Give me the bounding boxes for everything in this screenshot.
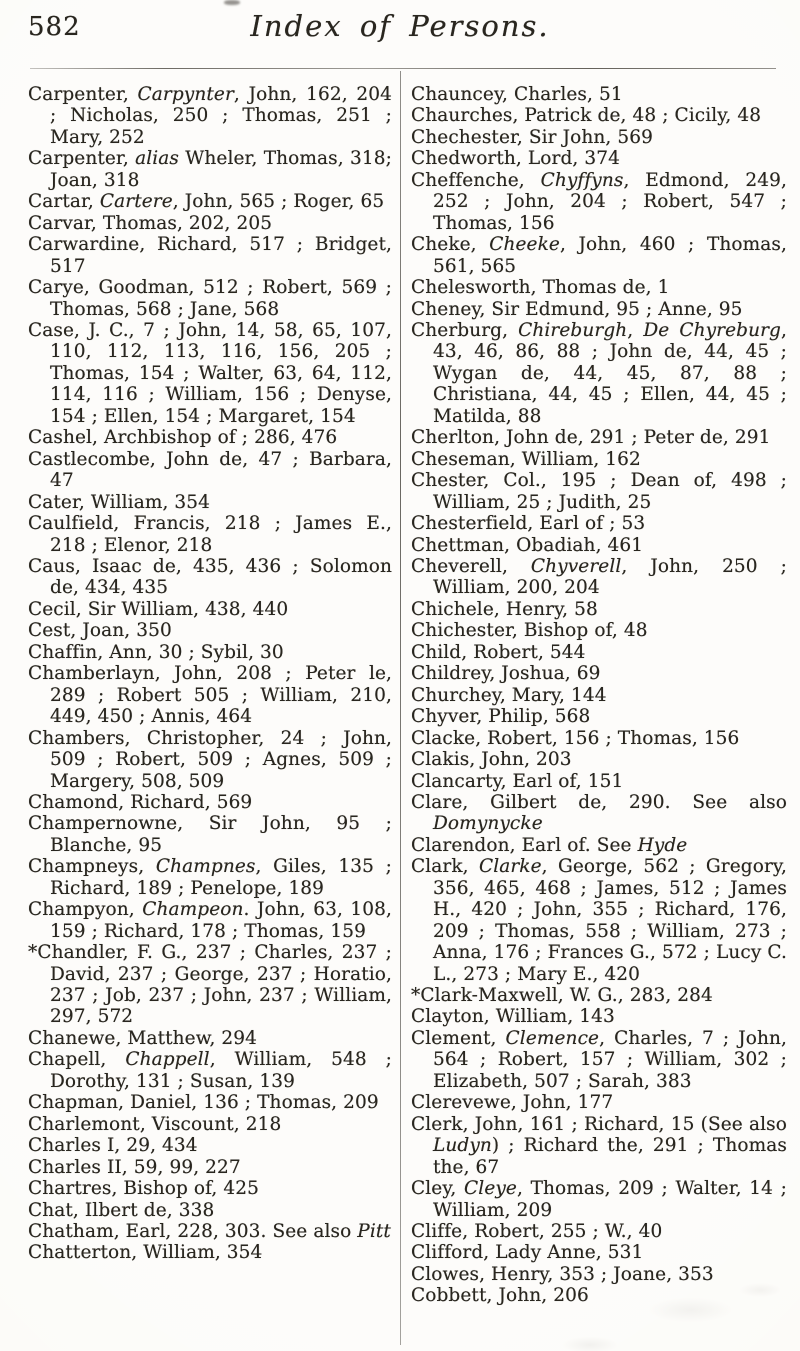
index-entry: Cheffenche, Chyffyns, Edmond, 249, 252 ; John, 204 ; Robert, 547 ; Thomas, 156	[411, 169, 787, 234]
index-entry: Champernowne, Sir John, 95 ; Blanche, 95	[28, 813, 392, 856]
index-entry: Clark, Clarke, George, 562 ; Gregory, 356, 465, 468 ; James, 512 ; James H., 420 ; John, 355 ; Richard, 176, 209 ; Thomas, 558 ; William, 273 ; Anna, 176 ; Frances G., 572 ; Lucy C. L., 273 ; Mary E., 420	[411, 856, 787, 985]
index-entry: Clayton, William, 143	[411, 1006, 615, 1028]
index-entry: Cobbett, John, 206	[411, 1285, 589, 1307]
variant-spelling: Chappell	[125, 1049, 210, 1071]
index-entry: Clakis, John, 203	[411, 749, 572, 771]
variant-spelling: Hyde	[637, 834, 688, 856]
index-entry: Chichele, Henry, 58	[411, 598, 598, 620]
index-entry: Chettman, Obadiah, 461	[411, 534, 644, 556]
index-entry: Cecil, Sir William, 438, 440	[28, 598, 289, 620]
left-column	[28, 84, 392, 1264]
index-entry: Cheney, Sir Edmund, 95 ; Anne, 95	[411, 298, 743, 320]
index-entry: Carwardine, Richard, 517 ; Bridget, 517	[28, 234, 392, 277]
variant-spelling: Domynycke	[433, 813, 543, 835]
index-entry: Chatham, Earl, 228, 303. See also Pitt	[28, 1221, 391, 1243]
index-entry: Chamberlayn, John, 208 ; Peter le, 289 ; Robert 505 ; William, 210, 449, 450 ; Annis, 464	[28, 663, 392, 728]
index-entry: Cashel, Archbishop of ; 286, 476	[28, 427, 338, 449]
page-number: 582	[28, 12, 81, 42]
index-entry: Childrey, Joshua, 69	[411, 663, 601, 685]
variant-spelling: Champnes	[155, 856, 256, 878]
index-entry: Cherburg, Chireburgh, De Chyreburg, 43, 46, 86, 88 ; John de, 44, 45 ; Wygan de, 44, 45, 87, 88 ; Christiana, 44, 45 ; Ellen, 44, 45 ; Matilda, 88	[411, 319, 787, 427]
index-entry: Charles I, 29, 434	[28, 1135, 198, 1157]
variant-spelling: Clarke	[478, 856, 542, 878]
scan-smudge	[224, 0, 240, 5]
index-entry: Caulfield, Francis, 218 ; James E., 218 ; Elenor, 218	[28, 513, 392, 556]
index-entry: Cheke, Cheeke, John, 460 ; Thomas, 561, 565	[411, 234, 787, 277]
index-entry: Chaffin, Ann, 30 ; Sybil, 30	[28, 641, 284, 663]
index-entry: Cley, Cleye, Thomas, 209 ; Walter, 14 ; William, 209	[411, 1178, 787, 1221]
index-entry: Chat, Ilbert de, 338	[28, 1199, 215, 1221]
index-entry: Castlecombe, John de, 47 ; Barbara, 47	[28, 448, 392, 492]
header-rule	[30, 68, 776, 69]
index-entry: Churchey, Mary, 144	[411, 684, 607, 706]
variant-spelling: Cartere	[99, 191, 173, 213]
index-entry: Chaurches, Patrick de, 48 ; Cicily, 48	[411, 105, 762, 127]
index-entry: Chyver, Philip, 568	[411, 706, 591, 728]
index-entry: Cater, William, 354	[28, 491, 211, 513]
index-entry: Cest, Joan, 350	[28, 620, 172, 642]
index-entry: Chauncey, Charles, 51	[411, 84, 623, 105]
index-entry: Charles II, 59, 99, 227	[28, 1156, 241, 1178]
right-column	[411, 84, 787, 1307]
variant-spelling: alias	[135, 148, 179, 170]
index-entry: Carpenter, Carpynter, John, 162, 204 ; Nicholas, 250 ; Thomas, 251 ; Mary, 252	[28, 84, 392, 148]
index-entry: Clerk, John, 161 ; Richard, 15 (See also Ludyn) ; Richard the, 291 ; Thomas the, 67	[411, 1113, 787, 1178]
index-entry: Chester, Col., 195 ; Dean of, 498 ; William, 25 ; Judith, 25	[411, 470, 787, 513]
index-entry: Carpenter, alias Wheler, Thomas, 318; Joan, 318	[28, 148, 392, 191]
index-entry: Caus, Isaac de, 435, 436 ; Solomon de, 434, 435	[28, 555, 392, 599]
index-entry: Chanewe, Matthew, 294	[28, 1027, 258, 1049]
index-entry: Cherlton, John de, 291 ; Peter de, 291	[411, 427, 771, 449]
index-entry: Child, Robert, 544	[411, 641, 586, 663]
index-entry: Chatterton, William, 354	[28, 1242, 263, 1264]
variant-spelling: Chyverell	[530, 555, 622, 577]
variant-spelling: Carpynter	[137, 84, 234, 105]
index-entry: Clowes, Henry, 353 ; Joane, 353	[411, 1263, 714, 1285]
index-entry: Chambers, Christopher, 24 ; John, 509 ; Robert, 509 ; Agnes, 509 ; Margery, 508, 509	[28, 727, 392, 792]
index-entry: Cheseman, William, 162	[411, 448, 641, 470]
index-entry: Chapman, Daniel, 136 ; Thomas, 209	[28, 1092, 379, 1114]
index-entry: *Clark-Maxwell, W. G., 283, 284	[411, 985, 713, 1007]
index-entry: Clare, Gilbert de, 290. See also Domynycke	[411, 791, 787, 835]
variant-spelling: Pitt	[357, 1221, 391, 1243]
index-entry: Chesterfield, Earl of ; 53	[411, 513, 646, 535]
index-entry: Clacke, Robert, 156 ; Thomas, 156	[411, 727, 740, 749]
variant-spelling: De Chyreburg	[643, 319, 781, 341]
index-entry: Chartres, Bishop of, 425	[28, 1178, 260, 1200]
index-entry: Clarendon, Earl of. See Hyde	[411, 834, 688, 856]
index-entry: Carye, Goodman, 512 ; Robert, 569 ; Thomas, 568 ; Jane, 568	[28, 277, 392, 320]
index-entry: Clerevewe, John, 177	[411, 1092, 614, 1114]
index-entry: Champyon, Champeon. John, 63, 108, 159 ; Richard, 178 ; Thomas, 159	[28, 899, 393, 942]
variant-spelling: Clemence	[505, 1027, 600, 1049]
index-entry: Chamond, Richard, 569	[28, 791, 253, 813]
variant-spelling: Cleye	[464, 1178, 517, 1200]
index-entry: Clancarty, Earl of, 151	[411, 770, 624, 792]
variant-spelling: Champeon	[142, 899, 244, 921]
index-entry: Champneys, Champnes, Giles, 135 ; Richard, 189 ; Penelope, 189	[28, 856, 393, 899]
index-entry: *Chandler, F. G., 237 ; Charles, 237 ; David, 237 ; George, 237 ; Horatio, 237 ; Job, 237 ; John, 237 ; William, 297, 572	[28, 942, 392, 1028]
index-entry: Cheverell, Chyverell, John, 250 ; William, 200, 204	[411, 555, 787, 599]
index-entry: Charlemont, Viscount, 218	[28, 1113, 282, 1135]
index-entry: Clifford, Lady Anne, 531	[411, 1242, 644, 1264]
index-entry: Chapell, Chappell, William, 548 ; Dorothy, 131 ; Susan, 139	[28, 1049, 392, 1092]
variant-spelling: Chireburgh	[518, 319, 628, 341]
index-entry: Chechester, Sir John, 569	[411, 126, 653, 148]
variant-spelling: Cheeke	[489, 234, 560, 256]
index-entry: Clement, Clemence, Charles, 7 ; John, 564 ; Robert, 157 ; William, 302 ; Elizabeth, 507 ; Sarah, 383	[411, 1027, 787, 1092]
page-title: Index of Persons.	[250, 9, 550, 43]
index-entry: Cliffe, Robert, 255 ; W., 40	[411, 1221, 663, 1243]
index-entry: Cartar, Cartere, John, 565 ; Roger, 65	[28, 191, 385, 213]
column-divider	[400, 71, 401, 1345]
index-entry: Chelesworth, Thomas de, 1	[411, 277, 670, 299]
index-entry: Chichester, Bishop of, 48	[411, 620, 648, 642]
variant-spelling: Ludyn	[433, 1135, 492, 1157]
index-entry: Case, J. C., 7 ; John, 14, 58, 65, 107, 110, 112, 113, 116, 156, 205 ; Thomas, 154 ; Walter, 63, 64, 112, 114, 116 ; William, 156 ; Denyse, 154 ; Ellen, 154 ; Margaret, 154	[28, 319, 392, 427]
variant-spelling: Chyffyns	[540, 169, 624, 191]
index-entry: Chedworth, Lord, 374	[411, 148, 620, 170]
index-entry: Carvar, Thomas, 202, 205	[28, 212, 273, 234]
